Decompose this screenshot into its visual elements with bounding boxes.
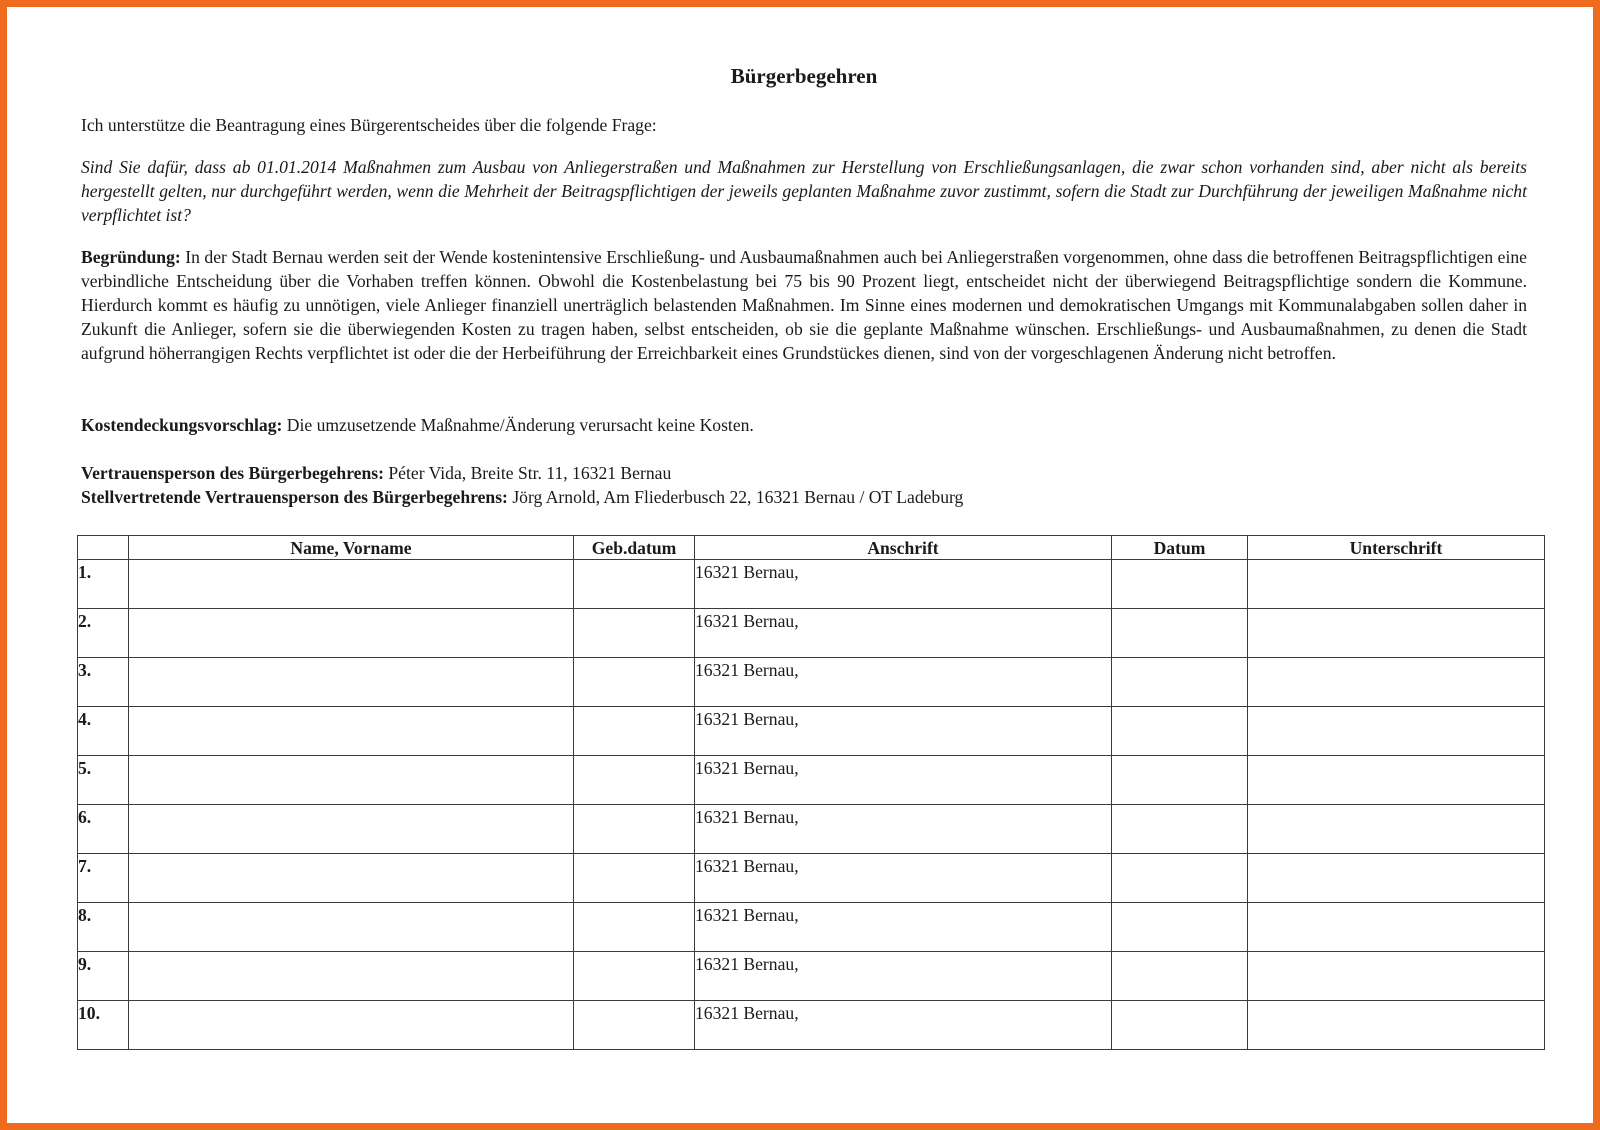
cost-label: Kostendeckungsvorschlag: [81,415,283,435]
row-number: 10. [78,1001,129,1050]
trust-person-line [81,461,1527,485]
birthdate-cell[interactable] [574,952,695,1001]
birthdate-cell[interactable] [574,560,695,609]
header-birthdate: Geb.datum [574,536,695,560]
signature-cell[interactable] [1248,707,1545,756]
deputy-person-text: Jörg Arnold, Am Fliederbusch 22, 16321 Bernau / OT Ladeburg [507,487,964,507]
birthdate-cell[interactable] [574,658,695,707]
name-cell[interactable] [129,952,574,1001]
date-cell[interactable] [1112,658,1248,707]
table-row [78,805,1545,854]
referendum-question: Sind Sie dafür, dass ab 01.01.2014 Maßnahmen zum Ausbau von Anliegerstraßen und Maßnahmen zur Herstellung von Erschließungsanlagen, die zwar schon vorhanden sind, aber nicht als bereits hergestellt gelten, nur durchgeführt werden, wenn die Mehrheit der Beitragspflichtigen der jeweils geplanten Maßnahme zuvor zustimmt, sofern die Stadt zur Durchführung der jeweiligen Maßnahme nicht verpflichtet ist? [81,157,1527,225]
deputy-person-line [81,485,1527,509]
birthdate-cell[interactable] [574,756,695,805]
header-date: Datum [1112,536,1248,560]
name-cell[interactable] [129,903,574,952]
date-cell[interactable] [1112,707,1248,756]
signature-cell[interactable] [1248,1001,1545,1050]
table-row [78,1001,1545,1050]
row-number: 8. [78,903,129,952]
signature-cell[interactable] [1248,658,1545,707]
row-number: 7. [78,854,129,903]
birthdate-cell[interactable] [574,903,695,952]
trust-person-text: Péter Vida, Breite Str. 11, 16321 Bernau [384,463,672,483]
row-number: 1. [78,560,129,609]
birthdate-cell[interactable] [574,805,695,854]
header-signature: Unterschrift [1248,536,1545,560]
signature-cell[interactable] [1248,609,1545,658]
address-cell[interactable]: 16321 Bernau, [695,1001,1112,1050]
birthdate-cell[interactable] [574,1001,695,1050]
address-cell[interactable]: 16321 Bernau, [695,854,1112,903]
address-cell[interactable]: 16321 Bernau, [695,707,1112,756]
name-cell[interactable] [129,1001,574,1050]
date-cell[interactable] [1112,805,1248,854]
cost-paragraph [81,413,1527,437]
name-cell[interactable] [129,658,574,707]
address-cell[interactable]: 16321 Bernau, [695,805,1112,854]
name-cell[interactable] [129,756,574,805]
name-cell[interactable] [129,609,574,658]
signature-table [77,535,1545,1050]
date-cell[interactable] [1112,756,1248,805]
reason-label: Begründung: [81,247,181,267]
date-cell[interactable] [1112,609,1248,658]
address-cell[interactable]: 16321 Bernau, [695,903,1112,952]
table-row [78,609,1545,658]
contact-persons [81,461,1527,509]
name-cell[interactable] [129,854,574,903]
reason-paragraph [81,245,1527,365]
table-row [78,756,1545,805]
table-row [78,854,1545,903]
header-name: Name, Vorname [129,536,574,560]
row-number: 2. [78,609,129,658]
date-cell[interactable] [1112,903,1248,952]
signature-cell[interactable] [1248,854,1545,903]
signature-cell[interactable] [1248,952,1545,1001]
address-cell[interactable]: 16321 Bernau, [695,560,1112,609]
trust-person-label: Vertrauensperson des Bürgerbegehrens: [81,463,384,483]
header-number [78,536,129,560]
signature-cell[interactable] [1248,756,1545,805]
row-number: 6. [78,805,129,854]
row-number: 5. [78,756,129,805]
address-cell[interactable]: 16321 Bernau, [695,756,1112,805]
row-number: 4. [78,707,129,756]
name-cell[interactable] [129,707,574,756]
table-row [78,658,1545,707]
birthdate-cell[interactable] [574,609,695,658]
name-cell[interactable] [129,805,574,854]
address-cell[interactable]: 16321 Bernau, [695,658,1112,707]
address-cell[interactable]: 16321 Bernau, [695,952,1112,1001]
signature-cell[interactable] [1248,560,1545,609]
table-row [78,560,1545,609]
name-cell[interactable] [129,560,574,609]
page-title: Bürgerbegehren [730,64,878,88]
table-row [78,707,1545,756]
cost-text: Die umzusetzende Maßnahme/Änderung verursacht keine Kosten. [282,415,754,435]
date-cell[interactable] [1112,560,1248,609]
table-row [78,903,1545,952]
date-cell[interactable] [1112,854,1248,903]
row-number: 9. [78,952,129,1001]
birthdate-cell[interactable] [574,707,695,756]
row-number: 3. [78,658,129,707]
intro-text: Ich unterstütze die Beantragung eines Bürgerentscheides über die folgende Frage: [81,115,657,135]
address-cell[interactable]: 16321 Bernau, [695,609,1112,658]
reason-text: In der Stadt Bernau werden seit der Wende kostenintensive Erschließung- und Ausbaumaßnahmen auch bei Anliegerstraßen vorgenommen, ohne dass die betroffenen Beitragspflichtigen eine verbindliche Entscheidung über die Vorhaben treffen können. Obwohl die Kostenbelastung bei 75 bis 90 Prozent liegt, entscheidet nicht der überwiegend Beitragspflichtige sondern die Kommune. Hierdurch kommt es häufig zu unnötigen, viele Anlieger finanziell unerträglich belastenden Maßnahmen. Im Sinne eines modernen und demokratischen Umgangs mit Kommunalabgaben sollen daher in Zukunft die Anlieger, sofern sie die überwiegenden Kosten zu tragen haben, selbst entscheiden, ob sie die geplante Maßnahme wünschen. Erschließungs- und Ausbaumaßnahmen, zu denen die Stadt aufgrund höherrangigen Rechts verpflichtet ist oder die der Herbeiführung der Erreichbarkeit eines Grundstückes dienen, sind von der vorgeschlagenen Änderung nicht betroffen. [81,247,1527,363]
table-header-row [78,536,1545,560]
signature-cell[interactable] [1248,903,1545,952]
deputy-person-label: Stellvertretende Vertrauensperson des Bürgerbegehrens: [81,487,508,507]
date-cell[interactable] [1112,1001,1248,1050]
signature-cell[interactable] [1248,805,1545,854]
birthdate-cell[interactable] [574,854,695,903]
header-address: Anschrift [695,536,1112,560]
table-row [78,952,1545,1001]
date-cell[interactable] [1112,952,1248,1001]
